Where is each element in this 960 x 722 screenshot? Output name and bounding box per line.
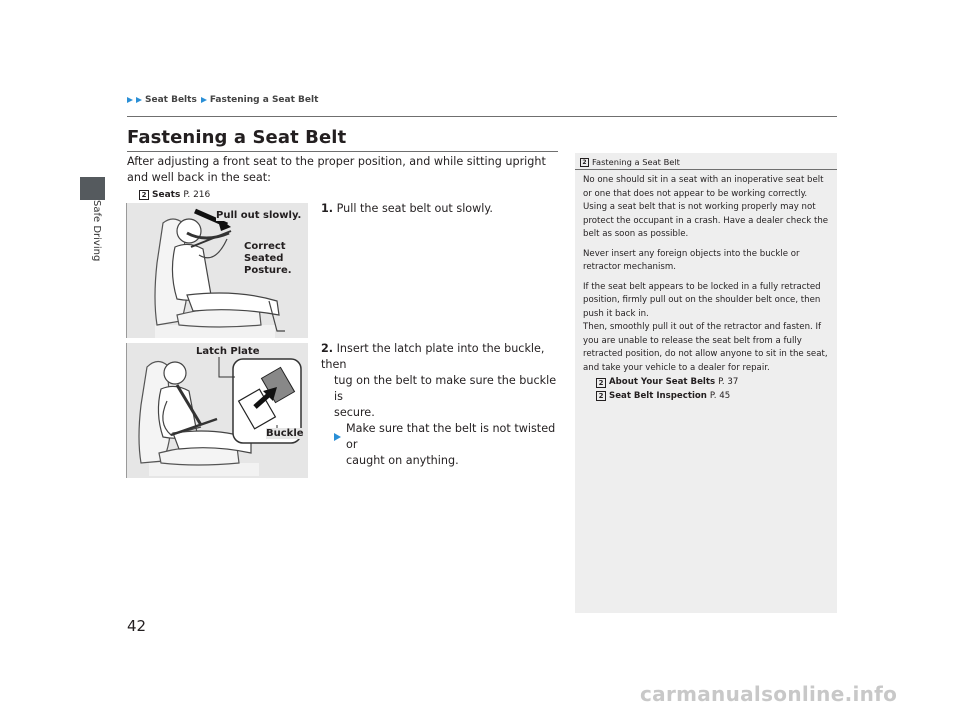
breadcrumb: [127, 95, 318, 105]
note-paragraph: If the seat belt appears to be locked in a fully retracted position, firmly pull out on the shoulder belt once, then push it back in.: [583, 281, 821, 319]
note-heading: [580, 157, 680, 167]
title-divider: [127, 151, 558, 152]
header-divider: [127, 116, 837, 117]
note-cross-reference[interactable]: [583, 390, 831, 404]
figure1-label-posture: [244, 241, 292, 277]
step-text-cont: secure.: [334, 406, 375, 419]
watermark: carmanualsonline.info: [640, 682, 898, 706]
cross-reference-icon: 2: [139, 190, 149, 200]
substep-arrow-icon: [334, 433, 341, 441]
step-number: 2.: [321, 342, 334, 355]
step-text-cont: tug on the belt to make sure the buckle is: [334, 374, 557, 403]
latch-buckle-illustration: [127, 343, 308, 478]
figure2-label-buckle: Buckle: [266, 428, 304, 439]
cross-reference-icon: 2: [596, 378, 606, 388]
posture-line: Correct: [244, 241, 286, 252]
breadcrumb-arrow-icon: [136, 97, 142, 103]
note-paragraph: Then, smoothly pull it out of the retractor and fasten. If you are unable to release the seat belt from a fully retracted position, do not allow anyone to sit in the seat, and take your vehicle to a dealer for repair.: [583, 322, 828, 373]
note-paragraph: Never insert any foreign objects into the buckle or retractor mechanism.: [583, 248, 800, 272]
posture-line: Seated: [244, 253, 284, 264]
page-number: 42: [127, 617, 147, 635]
note-marker-icon: 2: [580, 158, 589, 167]
note-ref-page: P. 45: [709, 390, 731, 401]
intro-paragraph: [127, 154, 567, 203]
intro-text: After adjusting a front seat to the proper position, and while sitting upright and well back in the seat:: [127, 155, 546, 184]
cross-reference-icon: 2: [596, 391, 606, 401]
note-ref-label[interactable]: Seat Belt Inspection: [609, 390, 707, 401]
note-divider: [575, 169, 837, 170]
breadcrumb-arrow-icon: [127, 97, 133, 103]
note-body: [583, 174, 831, 403]
intro-ref-page: P. 216: [183, 190, 211, 200]
step-2: [321, 341, 561, 469]
note-paragraph: No one should sit in a seat with an inoperative seat belt or one that does not appear to be working correctly. Using a seat belt that is not working properly may not protect the occupant in a crash. Have a dealer check the belt as soon as possible.: [583, 175, 829, 239]
step-number: 1.: [321, 202, 334, 215]
breadcrumb-current: Fastening a Seat Belt: [209, 95, 319, 105]
posture-line: Posture.: [244, 265, 292, 276]
intro-ref-label[interactable]: Seats: [152, 190, 181, 200]
section-side-label: Safe Driving: [91, 200, 102, 262]
breadcrumb-arrow-icon: [201, 97, 207, 103]
note-ref-label[interactable]: About Your Seat Belts: [609, 377, 716, 387]
figure1-label-pull: Pull out slowly.: [216, 210, 302, 221]
figure2-label-latch: Latch Plate: [196, 346, 260, 357]
note-cross-reference[interactable]: [583, 376, 831, 390]
section-tab-marker: [80, 177, 105, 200]
step-1: [321, 201, 493, 217]
substep-text-cont: caught on anything.: [346, 454, 459, 467]
breadcrumb-parent[interactable]: Seat Belts: [145, 95, 197, 105]
step-text: Pull the seat belt out slowly.: [336, 202, 493, 215]
page-title: Fastening a Seat Belt: [127, 127, 347, 148]
step-text: Insert the latch plate into the buckle, then: [321, 342, 545, 371]
note-ref-page: P. 37: [718, 377, 739, 387]
note-heading-text: Fastening a Seat Belt: [592, 157, 680, 167]
figure-latch-buckle: [126, 343, 308, 478]
substep-text: Make sure that the belt is not twisted or: [346, 422, 556, 451]
